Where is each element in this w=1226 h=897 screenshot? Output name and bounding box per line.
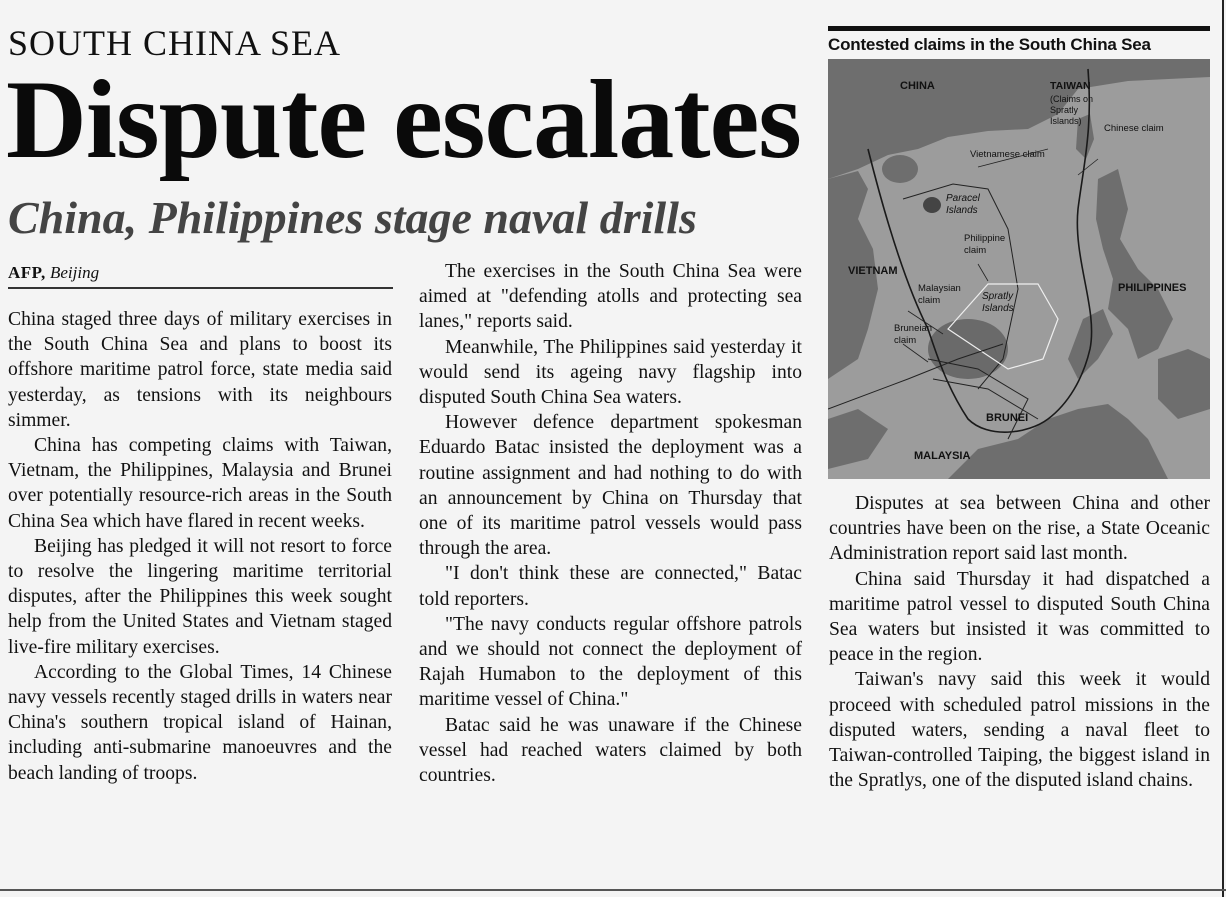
label-china: CHINA <box>900 80 935 92</box>
label-malaysian-claim-2: claim <box>918 295 941 306</box>
label-malaysian-claim-1: Malaysian <box>918 283 961 294</box>
label-bruneian-claim-2: claim <box>894 335 917 346</box>
label-spratly-2: Islands <box>982 303 1014 314</box>
label-philippine-claim-2: claim <box>964 245 987 256</box>
paragraph: "I don't think these are connected," Batac told reporters. <box>419 563 802 610</box>
paragraph: Beijing has pledged it will not resort to force to resolve the lingering maritime territorial disputes, after the Philippines this week sought help from the United States and Vietnam staged live-fire military exercises. <box>8 535 392 658</box>
map-title: Contested claims in the South China Sea <box>828 35 1151 54</box>
label-philippines: PHILIPPINES <box>1118 282 1187 294</box>
paragraph: China said Thursday it had dispatched a maritime patrol vessel to disputed South China Sea waters but insisted it was committed to peace in the region. <box>829 568 1210 666</box>
label-taiwan-note-1: (Claims on <box>1050 94 1094 104</box>
hainan-island <box>882 155 918 183</box>
label-philippine-claim-1: Philippine <box>964 233 1006 244</box>
paragraph: According to the Global Times, 14 Chinese navy vessels recently staged drills in waters near China's southern tropical island of Hainan, including anti-submarine manoeuvres and the beach landing of troops. <box>8 661 392 784</box>
map <box>828 59 1210 479</box>
bottom-border <box>0 889 1226 891</box>
byline <box>8 263 393 289</box>
headline: Dispute escalates <box>6 58 801 182</box>
label-spratly-1: Spratly <box>982 291 1014 302</box>
label-taiwan: TAIWAN <box>1050 80 1091 92</box>
label-paracel-1: Paracel <box>946 193 980 204</box>
paragraph: Batac said he was unaware if the Chinese vessel had reached waters claimed by both countries. <box>419 714 802 787</box>
paragraph: "The navy conducts regular offshore patrols and we should not connect the deployment of Rajah Humabon to the deployment of this maritime vessel of China." <box>419 613 802 711</box>
section-kicker: SOUTH CHINA SEA <box>8 23 342 63</box>
label-bruneian-claim-1: Bruneian <box>894 323 933 334</box>
label-vietnam: VIETNAM <box>848 265 898 277</box>
paragraph: Disputes at sea between China and other countries have been on the rise, a State Oceanic Administration report said last month. <box>829 493 1210 565</box>
map-panel <box>828 26 1210 479</box>
label-brunei: BRUNEI <box>986 412 1029 424</box>
article-column-2 <box>419 259 802 788</box>
label-taiwan-note-2: Spratly <box>1050 105 1079 115</box>
label-chinese-claim: Chinese claim <box>1104 123 1164 134</box>
label-malaysia: MALAYSIA <box>914 450 971 462</box>
label-paracel-2: Islands <box>946 205 978 216</box>
label-taiwan-note-3: Islands) <box>1050 116 1082 126</box>
map-graphic <box>828 59 1210 479</box>
paragraph: The exercises in the South China Sea were aimed at "defending atolls and protecting sea lanes," reports said. <box>419 261 802 333</box>
byline-agency: AFP, <box>8 263 46 282</box>
paracel-islands-marker <box>923 197 941 213</box>
paragraph: Meanwhile, The Philippines said yesterday it would send its ageing navy flagship into disputed South China Sea waters. <box>419 336 802 409</box>
article-column-3 <box>829 491 1210 793</box>
right-border <box>1222 0 1224 897</box>
paragraph: China staged three days of military exercises in the South China Sea and plans to boost its offshore maritime patrol force, state media said yesterday, as tensions with its neighbours simmer. <box>8 309 392 431</box>
paragraph: China has competing claims with Taiwan, Vietnam, the Philippines, Malaysia and Brunei over potentially resource-rich areas in the South China Sea which have flared in recent weeks. <box>8 435 392 532</box>
paragraph: Taiwan's navy said this week it would proceed with scheduled patrol missions in the disputed waters, sending a naval fleet to Taiwan-controlled Taiping, the biggest island in the Spratlys, one of the disputed island chains. <box>829 669 1210 792</box>
byline-place: Beijing <box>50 263 100 282</box>
label-vietnamese-claim: Vietnamese claim <box>970 149 1045 160</box>
paragraph: However defence department spokesman Eduardo Batac insisted the deployment was a routine assignment and had nothing to do with an announcement by China on Thursday that one of its maritime patrol vessels would pass through the area. <box>419 412 802 560</box>
spratly-islands-shading <box>928 319 1008 379</box>
subheadline: China, Philippines stage naval drills <box>8 192 697 243</box>
article-column-1 <box>8 307 392 786</box>
